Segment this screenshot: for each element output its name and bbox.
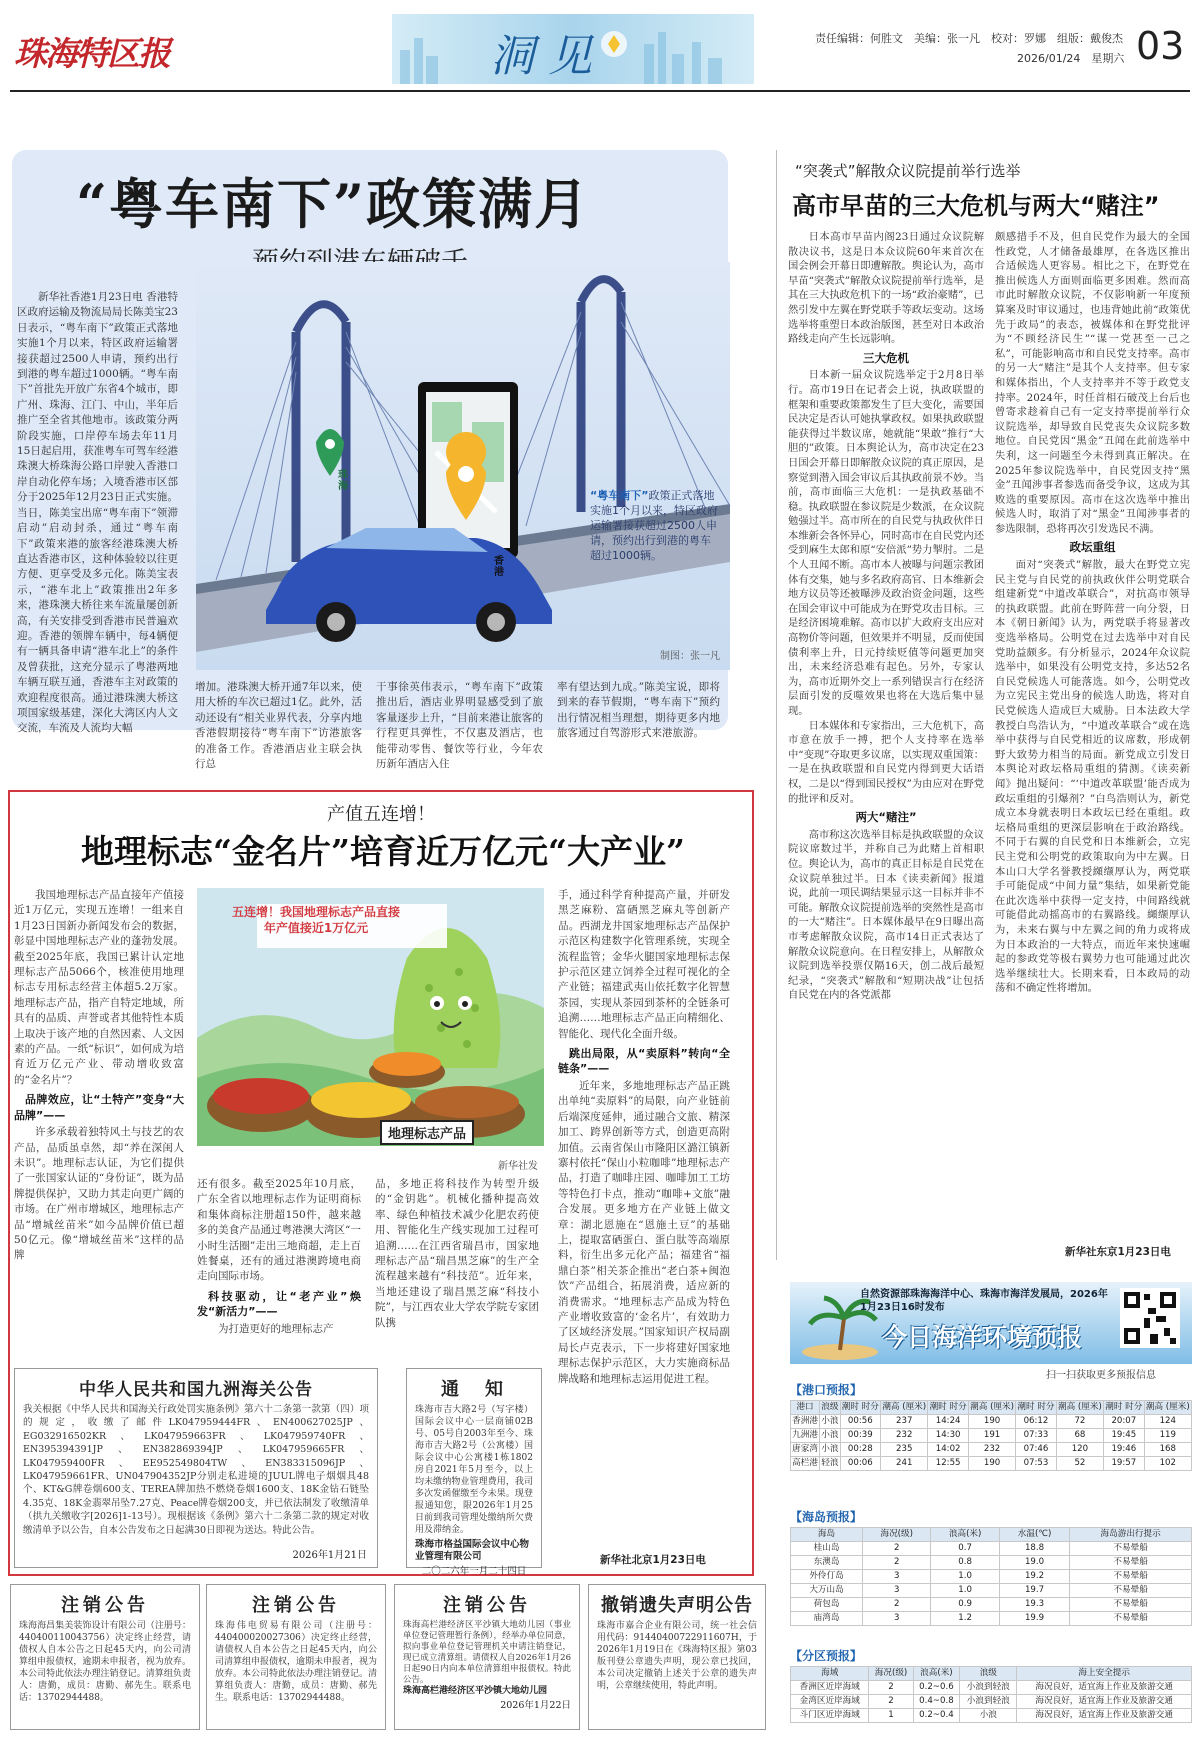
port-column-header: 潮高 (厘米) (881, 1401, 928, 1415)
table-row (791, 1415, 1192, 1429)
table-cell: 荷包岛 (791, 1598, 863, 1612)
ad-notice-1-body: 珠海海昌集美装饰设计有限公司（注册号：440400110043756）决定终止经营，请债权人自本公告之日起45天内，向公司清算组申报债权，逾期未申报者，视为放弃。本公司特此依法办理注销登记。清算组负责人：唐勤，成员：唐勤、郝先生。联系电话：13702944488。 (19, 1621, 191, 1703)
ad-notice-3-org: 珠海高栏港经济区平沙镇大地幼儿园 (403, 1686, 548, 1696)
table-cell: 20:07 (1104, 1415, 1145, 1429)
port-column-header: 潮高 (厘米) (1056, 1401, 1103, 1415)
story3-heading-3: 政坛重组 (1069, 540, 1116, 555)
table-row (791, 1612, 1192, 1626)
table-cell: 3 (863, 1584, 931, 1598)
table-cell: 东澳岛 (791, 1556, 863, 1570)
table-cell: 小浪 (820, 1415, 840, 1429)
table-cell: 庙湾岛 (791, 1612, 863, 1626)
table-cell: 19.2 (999, 1570, 1069, 1584)
table-cell: 海况良好，适宜海上作业及旅游交通 (1017, 1695, 1192, 1709)
story3-kicker: “突袭式”解散众议院提前举行选举 (795, 162, 1021, 180)
table-cell: 2 (863, 1556, 931, 1570)
ad-notice-4 (588, 1584, 766, 1730)
table-cell: 06:12 (1016, 1415, 1057, 1429)
table-cell: 72 (1056, 1415, 1103, 1429)
customs-notice-date: 2026年1月21日 (292, 1550, 367, 1561)
story2-text-1b: 许多承载着独特风土与技艺的农产品，品质虽卓然，却“养在深闺人未识”。地理标志认证，为它们提供了一张国家认证的“身份证”，既为品牌提供保护，又助力其走向更广阔的市场。在广州市增城区，地理标志产品“增城丝苗米”如今品牌价值已超50亿元。像“增城丝苗米”这样的品牌 (14, 1126, 184, 1262)
ad-notice-2-body: 珠海伟电贸易有限公司（注册号：440400020027306）决定终止经营，请债权人自本公告之日起45天内，向公司清算组申报债权，逾期未申报者，视为放弃。本公司特此依法办理注销登记。清算组负责人：唐勤，成员：唐勤、郝先生。联系电话：13702944488。 (215, 1621, 378, 1703)
ad-notice-2 (206, 1584, 386, 1730)
ocean-banner-source: 自然资源部珠海海洋中心、珠海市海洋发展局，2026年1月23日16时发布 (860, 1289, 1108, 1313)
port-column-header: 港口 (791, 1401, 820, 1415)
table-cell: 68 (1056, 1429, 1103, 1443)
port-column-header: 潮时 时分 (1016, 1401, 1057, 1415)
table-cell: 0.7 (931, 1542, 999, 1556)
port-column-header: 潮时 时分 (928, 1401, 969, 1415)
story2-text-2: 还有很多。截至2025年10月底，广东全省以地理标志作为证明商标和集体商标注册超150件，越来越多的美食产品通过粤港澳大湾区“一小时生活圈”走出三地商超，走上百姓餐桌，还有的通过港澳跨境电商走向国际市场。 (197, 1178, 361, 1283)
story3-text-1d: 高市称这次选举目标是执政联盟的众议院议席数过半，并称自己为此赌上首相职位。舆论认为，高市的真正目标是自民党在众议院单独过半。日本《读卖新闻》报道说，此前一项民调结果显示这一目标并非不可能。解散众议院提前选举的突然性是高市的一大“赌注”。日本媒体最早在9日曝出高市考虑解散众议院，高市14日正式表达了解散众议院意向。在日程安排上，从解散众议院到选举投票仅隔16天，创二战后最短纪录，“突袭式”解散和“短期决战”让包括自民党在内的各党派都 (788, 828, 984, 1002)
property-notice-title: 通 知 (441, 1379, 507, 1400)
story2-text-4: 手，通过科学育种提高产量，并研发黑芝麻粉、富硒黑芝麻丸等创新产品。西湖龙井国家地理标志产品保护示范区构建数字化管理系统，实现全流程监管；金华火腿国家地理标志保护示范区建立饲养全过程可视化的全产业链；福建武夷山依托数字化智慧茶园，实现从茶园到茶杯的全链条可追溯……地理标志产品正向精细化、智能化、现代化全面升级。 (558, 889, 730, 1040)
port-column-header: 浪级 (820, 1401, 840, 1415)
table-cell: 0.2~0.6 (913, 1681, 960, 1695)
table-cell: 19:57 (1104, 1457, 1145, 1471)
bridge-illustration (196, 262, 730, 670)
story2-column-4 (558, 888, 730, 1552)
table-cell: 124 (1144, 1415, 1191, 1429)
story3-text-1c: 日本媒体和专家指出，三大危机下，高市意在放手一搏，把个人支持率在选举中“变现”夺取更多议席，以实现双重国策：一是在执政联盟和自民党内得到更大话语权，二是以“得到国民授权”为由应对在野党的批评和反对。 (788, 719, 984, 805)
table-cell: 金湾区近岸海域 (791, 1695, 869, 1709)
map-label-hongkong: 香港 (494, 556, 504, 578)
table-cell: 07:46 (1016, 1443, 1057, 1457)
table-row (791, 1598, 1192, 1612)
table-cell: 241 (881, 1457, 928, 1471)
table-cell: 外伶仃岛 (791, 1570, 863, 1584)
story3-text-1: 日本高市早苗内阁23日通过众议院解散决议书，这是日本众议院60年来首次在国会例会开幕日即遭解散。舆论认为，高市早苗“突袭式”解散众议院提前举行选举，是其在三大执政危机下的一场“政治豪赌”，已然引发中左翼在野党联手等政坛变动。这场选举将重塑日本政治版图，甚至对日本政治路线走向产生长远影响。 (788, 231, 984, 346)
table-cell: 3 (863, 1570, 931, 1584)
table-cell: 19:46 (1104, 1443, 1145, 1457)
story3-heading-2: 两大“赌注” (855, 810, 917, 825)
island-forecast-label: 【海岛预报】 (790, 1510, 863, 1524)
ocean-forecast-panel (790, 1282, 1192, 1734)
port-column-header: 潮时 时分 (840, 1401, 881, 1415)
page-number: 03 (1136, 24, 1185, 68)
table-cell: 2 (869, 1695, 913, 1709)
table-cell: 52 (1056, 1457, 1103, 1471)
property-notice-body: 珠海市吉大路2号（写字楼）国际会议中心一层商铺02B号、05号自2003年至今、珠海市吉大路2号（公寓楼）国际会议中心公寓楼1栋1802房自2021年5月至今，以上均未缴纳物业管理费用，我司多次发函催缴至今未果。现登报通知您，限2026年1月25日前到我司管理处缴纳所欠费用及滞纳金。 (415, 1405, 533, 1535)
ocean-banner (790, 1282, 1192, 1364)
story1-text-3: 干事徐英伟表示，“粤车南下”政策推出后，酒店业界明显感受到了旅客量逐步上升，“目前来港让旅客的行程更具弹性，不仅惠及酒店，也能带动零售、餐饮等行业，今年农历新年酒店入住 (376, 681, 543, 771)
table-cell: 119 (1144, 1429, 1191, 1443)
zone-forecast-table (790, 1666, 1192, 1723)
qr-caption: 扫一扫获取更多预报信息 (1046, 1370, 1156, 1381)
table-row (791, 1457, 1192, 1471)
port-column-header: 潮高 (厘米) (968, 1401, 1015, 1415)
table-cell: 九洲港 (791, 1429, 820, 1443)
ad-notice-3-title: 注销公告 (443, 1595, 531, 1616)
port-column-header: 潮高 (厘米) (1144, 1401, 1191, 1415)
story1-text-1: 新华社香港1月23日电 香港特区政府运输及物流局局长陈美宝23日表示，“粤车南下”政策正式落地实施1个月以来，特区政府运输署接获超过2500人申请，预约出行到港的粤车超过1000辆。“粤车南下”首批先开放广东省4个城市，即广州、珠海、江门、中山，半年后推广至全省其他地市。该政策分两阶段实施，口岸停车场去年11月15日起启用，获准粤车可驾车经港珠澳大桥珠海公路口岸驶入香港口岸自动化停车场；入境香港市区部分于2025年12月23日正式实施。当日，陈美宝出席“粤车南下”领滞启动”启动封杀，通过“粤车南下”政策来港的旅客经港珠澳大桥直达香港市区，这种体验较以往更方便、更享受及多元化。陈美宝表示，“港车北上”政策推出2年多来，港珠澳大桥往来车流量屡创新高，有关安排受到香港市民普遍欢迎。香港的领牌车辆中，每4辆便有一辆具备申请“港车北上”的条件及曾获批，这充分显示了粤港两地车辆互联互通，香港车主对政策的欢迎程度很高。通过港珠澳大桥这项国家级基建，深化大湾区内人文交流，车流及人流均大幅 (17, 291, 178, 735)
table-cell: 19.3 (999, 1598, 1069, 1612)
table-cell: 19.9 (999, 1612, 1069, 1626)
island-table-header-row (791, 1528, 1192, 1542)
table-row (791, 1681, 1192, 1695)
table-cell: 香洲区近岸海域 (791, 1681, 869, 1695)
zone-column-header: 海域 (791, 1667, 869, 1681)
table-cell: 2 (863, 1542, 931, 1556)
table-cell: 0.4~0.8 (913, 1695, 960, 1709)
map-label-zhuhai: 珠海 (338, 470, 348, 492)
table-cell: 2 (869, 1681, 913, 1695)
property-notice (406, 1368, 542, 1577)
island-column-header: 浪高(米) (931, 1528, 999, 1542)
island-column-header: 海况(级) (863, 1528, 931, 1542)
story1-title: “粤车南下”政策满月 (76, 172, 591, 236)
table-cell: 不易晕船 (1070, 1598, 1192, 1612)
table-cell: 小浪到轻浪 (960, 1695, 1017, 1709)
image-speech-bubble: 五连增！我国地理标志产品直接年产值接近1万亿元 (232, 905, 401, 935)
story1-text-4: 率有望达到九成。”陈美宝说，即将到来的春节假期，“粤车南下”预约出行情况相当理想，期待更多内地旅客通过自驾游形式来港旅游。 (557, 681, 720, 740)
table-cell: 高栏港 (791, 1457, 820, 1471)
table-cell: 小浪 (960, 1709, 1017, 1723)
section-banner (392, 14, 754, 84)
zone-column-header: 海况(级) (869, 1667, 913, 1681)
table-cell: 小浪 (820, 1429, 840, 1443)
table-cell: 小浪 (820, 1443, 840, 1457)
issue-date: 2026/01/24 星期六 (1017, 52, 1125, 65)
island-forecast-section (790, 1505, 1192, 1626)
story2-text-1: 我国地理标志产品直接年产值接近1万亿元，实现五连增！一组来自1月23日国新办新闻发布会的数据，彰显中国地理标志产业的蓬勃发展。截至2025年底，我国已累计认定地理标志产品5066个，核准使用地理标志专用标志经营主体超5.2万家。地理标志产品，指产自特定地域，所具有的品质、声誉或者其他特性本质上取决于该产地的自然因素、人文因素的产品。一纸“标识”，如何成为培育近万亿元产业、带动增收致富的“金名片”？ (14, 889, 184, 1086)
story2-dateline: 新华社北京1月23日电 (600, 1554, 706, 1566)
ad-notice-1-title: 注销公告 (61, 1595, 149, 1616)
zone-column-header: 海上安全提示 (1017, 1667, 1192, 1681)
table-cell: 19:45 (1104, 1429, 1145, 1443)
zone-table-header-row (791, 1667, 1192, 1681)
table-cell: 102 (1144, 1457, 1191, 1471)
table-cell: 不易晕船 (1070, 1542, 1192, 1556)
editor-credits: 责任编辑：何胜文 美编：张一凡 校对：罗娜 组版：戴俊杰 (815, 32, 1123, 45)
newspaper-logo: 珠海特区报 (14, 34, 169, 73)
graphic-credit: 制图：张一凡 (660, 651, 720, 662)
table-cell: 168 (1144, 1443, 1191, 1457)
story2-heading-1: 品牌效应，让“土特产”变身“大品牌”—— (14, 1093, 184, 1122)
zone-forecast-section (790, 1644, 1192, 1723)
table-cell: 00:06 (840, 1457, 881, 1471)
table-row (791, 1429, 1192, 1443)
table-cell: 19.0 (999, 1556, 1069, 1570)
zone-column-header: 浪高(米) (913, 1667, 960, 1681)
table-cell: 00:39 (840, 1429, 881, 1443)
callout-text: 政策正式落地实施1个月以来，特区政府运输署接获超过2500人申请，预约出行到港的粤车超过1000辆。 (590, 489, 718, 562)
table-cell: 1 (869, 1709, 913, 1723)
table-cell: 237 (881, 1415, 928, 1429)
story2-text-3: 品，多地正将科技作为转型升级的“金钥匙”。机械化播种提高效率、绿色种植技术减少化肥农药使用、智能化生产线实现加工过程可追溯……在江西省瑞昌市，国家地理标志产品“瑞昌黑芝麻”的生产全流程越来越有“科技范”。近年来，当地还建设了瑞昌黑芝麻“科技小院”，与江西农业大学农学院专家团队携 (375, 1178, 539, 1329)
zone-column-header: 浪级 (960, 1667, 1017, 1681)
story1-column-1 (17, 290, 178, 735)
zone-forecast-label: 【分区预报】 (790, 1649, 863, 1663)
story3-title: 高市早苗的三大危机与两大“赌注” (792, 192, 1160, 220)
table-cell: 14:30 (928, 1429, 969, 1443)
table-cell: 不易晕船 (1070, 1584, 1192, 1598)
table-cell: 00:28 (840, 1443, 881, 1457)
info-callout (590, 488, 720, 563)
table-cell: 18.8 (999, 1542, 1069, 1556)
table-row (791, 1709, 1192, 1723)
customs-notice-body: 我关根据《中华人民共和国海关行政处罚实施条例》第六十二条第一款第（四）项的规定，收缴了邮件LK047959444FR、EN400627025JP、EG032916502KR、LK047959663FR、LK047959740FR、EN395394391JP、EN382869394JP、LK047959665FR、LK047959400FR、EE952549804TW、EN383315096JP、LK047959661FR、UN047904352JP分别走私进境的JUUL牌电子烟烟具48个、KT&G牌卷烟600支、TEREA牌加热不燃烧卷烟1600支、18K金钻石链坠4.35克、18K金翡翠吊坠7.27克、Peace牌卷烟200支，并已依法制发了收缴清单（拱九关缴收字[2026]1-13号）。现根据该《条例》第六十二条第二款的规定对收缴清单予以公告，自本公告发布之日起满30日即视为送达。特此公告。 (23, 1404, 369, 1536)
story3-text-2b: 面对“突袭式”解散，最大在野党立宪民主党与自民党的前执政伙伴公明党联合组建新党“中道改革联合”，对抗高市领导的执政联盟。此前在野阵营一向分裂，日本《朝日新闻》认为，两党联手将显著改变选举格局。公明党在过去选举中对自民党助益颇多。有分析显示，2024年众议院选举中，如果没有公明党支持，多达52名自民党候选人可能落选。如今，公明党改为立宪民主党出身的候选人助选，将对自民党候选人造成巨大威胁。日本法政大学教授白鸟浩认为，“中道改革联合”或在选举中获得与自民党相近的议席数，形成朝野大致势力相当的局面。新党成立引发日本舆论对政坛格局重组的猜测。《读卖新闻》抛出疑问：“‘中道改革联盟’能否成为政坛重组的引爆剂？”白鸟浩则认为，新党成立本身就表明日本政坛已经在重组。政坛格局重组的更深层影响在于政治路线。不同于右翼的自民党和日本维新会，立宪民主党和公明党的政策取向为中左翼。日本山口大学名誉教授纐缬厚认为，两党联手可能促成“中间力量”集结，如果新党能在此次选举中获得一定支持，中间路线就可能借此动摇高市的右翼路线。纐缬厚认为，未来右翼与中左翼之间的角力或将成为日本政治的一大特点，而近年来快速崛起的参政党等极右翼势力也可能通过此次选举继续壮大。长期来看，日本政局的动荡和不确定性将增加。 (995, 559, 1190, 995)
table-cell: 0.2~0.4 (913, 1709, 960, 1723)
table-row (791, 1584, 1192, 1598)
table-row (791, 1570, 1192, 1584)
table-cell: 232 (968, 1443, 1015, 1457)
table-cell: 不易晕船 (1070, 1556, 1192, 1570)
property-notice-date: 二〇二六年一月二十四日 (421, 1566, 527, 1577)
customs-notice-title: 中华人民共和国九洲海关公告 (79, 1380, 313, 1400)
island-column-header: 海岛游出行提示 (1070, 1528, 1192, 1542)
table-cell: 不易晕船 (1070, 1612, 1192, 1626)
ad-notice-3-body: 珠海高栏港经济区平沙镇大地幼儿园（事业单位登记管理暂行条例），经举办单位同意，拟向事业单位登记管理机关申请注销登记，现已成立清算组。请债权人自2026年1月26日起90日内向本单位清算组申报债权。特此公告。 (403, 1620, 571, 1685)
callout-head: “粤车南下” (590, 489, 649, 502)
story1-column-4 (557, 680, 720, 740)
table-cell: 12:55 (928, 1457, 969, 1471)
table-cell: 14:02 (928, 1443, 969, 1457)
table-cell: 桂山岛 (791, 1542, 863, 1556)
table-cell: 191 (968, 1429, 1015, 1443)
table-cell: 19.7 (999, 1584, 1069, 1598)
story2-heading-3: 跳出局限，从“卖原料”转向“全链条”—— (558, 1047, 730, 1076)
table-cell: 190 (968, 1415, 1015, 1429)
story2-text-2b: 为打造更好的地理标志产 (218, 1322, 334, 1335)
table-row (791, 1542, 1192, 1556)
masthead-rule (10, 90, 1190, 92)
customs-notice (14, 1368, 378, 1568)
port-forecast-table (790, 1400, 1192, 1471)
ad-notice-2-title: 注销公告 (252, 1595, 340, 1616)
table-cell: 轻浪 (820, 1457, 840, 1471)
table-row (791, 1443, 1192, 1457)
ad-notice-4-title: 撤销遗失声明公告 (601, 1595, 753, 1616)
story1-column-3 (376, 680, 543, 771)
qr-code-icon (1120, 1288, 1180, 1348)
story1-text-2: 增加。港珠澳大桥开通7年以来，使用大桥的车次已超过1亿。此外，活动还设有“相关业界代表，分享内地香港假期接待“粤车南下”访港旅客的准备工作。香港酒店业主联会执行总 (195, 681, 362, 771)
story2-kicker: 产值五连增！ (327, 804, 435, 825)
right-column-rule (776, 150, 777, 1260)
table-cell: 小浪到轻浪 (960, 1681, 1017, 1695)
story3-column-2 (995, 230, 1190, 1244)
island-forecast-table (790, 1527, 1192, 1626)
image-sign-label: 地理标志产品 (380, 1120, 474, 1145)
ad-notice-3-date: 2026年1月22日 (500, 1700, 571, 1711)
table-cell: 1.0 (931, 1584, 999, 1598)
table-cell: 232 (881, 1429, 928, 1443)
table-cell: 14:24 (928, 1415, 969, 1429)
story3-column-1 (788, 230, 984, 1256)
table-cell: 0.9 (931, 1598, 999, 1612)
story3-text-2: 颇感措手不及，但自民党作为最大的全国性政党，人才储备最雄厚，在各选区推出合适候选人更容易。相比之下，在野党在推出候选人方面则面临更多困难。然而高市此时解散众议院，不仅影响新一年度预算案及时审议通过，也违背她此前“政策优先于政局”的表态，被媒体和在野党批评为“不顾经济民生”“谋一党甚至一己之私”，可能影响高市和自民党支持率。高市的另一大“赌注”是其个人支持率。但专家和媒体指出，个人支持率并不等于政党支持率。2024年，时任首相石破茂上台后也曾寄求趁着自己有一定支持率提前举行众议院选举，却导致自民党丧失众议院多数地位。自民党因“黑金”丑闻在此前选举中失利，这一问题至今未得到真正解决。在2025年参议院选举中，自民党因支持“黑金”丑闻涉事者参选而备受争议，这成为其败选的重要原因。高市在这次选举中推出候选人时，取消了对“黑金”丑闻涉事者的参选限制，恐将再次引发选民不满。 (995, 231, 1190, 535)
table-cell: 07:33 (1016, 1429, 1057, 1443)
table-row (791, 1695, 1192, 1709)
port-table-header-row (791, 1401, 1192, 1415)
story3-text-1b: 日本新一届众议院选举定于2月8日举行。高市19日在记者会上说，执政联盟的框架和重要政策都发生了巨大变化，需要国民决定是否认可她执掌政权。如果执政联盟能获得过半数议席，她就能“果敢”推行“大胆的”政策。日本舆论认为，高市决定在23日国会开幕日即解散众议院的真正原因，是察觉到潜入国会审议后其执政前景不妙。当前，高市面临三大危机：一是执政基础不稳。执政联盟在参议院是少数派，在众议院勉强过半。高市所在的自民党与执政伙伴日本维新会各怀异心，同时高市在自民党内还受到麻生太郎和原“安倍派”势力掣肘。二是个人丑闻不断。高市本人被曝与问题宗教团体有交集，她与多名政府高官、日本维新会地方议员等还被曝涉及政治资金问题，这些在国会审议中可能成为在野党攻击目标。三是经济困境难解。高市以扩大政府支出应对高物价等问题，但效果并不明显，反而使国债利率上升，日元持续贬值等问题更加突出，未来经济恐难有起色。另外，专家认为，高市近期外交上一系列错误言行在经济层面引发的反噬效果也将在大选后集中显现。 (788, 369, 984, 717)
table-cell: 235 (881, 1443, 928, 1457)
ad-notice-3 (394, 1584, 580, 1730)
port-forecast-label: 【港口预报】 (790, 1383, 863, 1397)
image-credit: 新华社发 (498, 1161, 538, 1172)
island-column-header: 水温(℃) (999, 1528, 1069, 1542)
story2-column-3 (375, 1177, 539, 1348)
story2-column-2 (197, 1177, 361, 1348)
story1-column-2 (195, 680, 362, 771)
table-cell: 07:53 (1016, 1457, 1057, 1471)
story2-column-1 (14, 888, 184, 1348)
table-cell: 大万山岛 (791, 1584, 863, 1598)
table-cell: 不易晕船 (1070, 1570, 1192, 1584)
story2-text-4b: 近年来，多地地理标志产品正跳出单纯“卖原料”的局限，向产业链前后端深度延伸，通过融合文旅、精深加工、跨界创新等方式，创造更高附加值。云南省保山市隆阳区潞江镇新寨村依托“保山小粒咖啡”地理标志产品，打造了咖啡庄园、咖啡加工工坊等特色打卡点，推动“咖啡+文旅”融合发展。更多地方在产业链上做文章：湖北恩施在“恩施土豆”的基础上，提取富硒蛋白、蛋白肽等高端原料，衍生出多元化产品；福建省“福鼎白茶”相关茶企推出“老白茶+闽泡饮”产品组合，拓展消费，适应新的消费需求。“地理标志产品成为特色产业增收致富的‘金名片’，有效助力了区域经济发展。”国家知识产权局副局长卢克表示，下一步将建好国家地理标志保护示范区，大力实施商标品牌战略和地理标志运用促进工程。 (558, 1079, 730, 1385)
table-cell: 0.8 (931, 1556, 999, 1570)
ad-notice-1 (10, 1584, 200, 1730)
ocean-banner-title: 今日海洋环境预报 (882, 1323, 1083, 1352)
table-cell: 2 (863, 1598, 931, 1612)
story2-heading-2: 科技驱动，让“老产业”焕发“新活力”—— (197, 1289, 361, 1319)
table-cell: 00:56 (840, 1415, 881, 1429)
table-cell: 1.2 (931, 1612, 999, 1626)
table-cell: 120 (1056, 1443, 1103, 1457)
table-cell: 3 (863, 1612, 931, 1626)
story2-title: 地理标志“金名片”培育近万亿元“大产业” (81, 832, 685, 871)
table-cell: 唐家湾 (791, 1443, 820, 1457)
property-notice-org: 珠海市格益国际会议中心物业管理有限公司 (415, 1539, 530, 1562)
island-column-header: 海岛 (791, 1528, 863, 1542)
ad-notice-4-body: 珠海市嘉合企业有限公司，统一社会信用代码：91440400722911607H，于2026年1月19日在《珠海特区报》第03版刊登公章遗失声明，现公章已找回，本公司决定撤销上述关于公章的遗失声明，公章继续使用，特此声明。 (597, 1621, 757, 1691)
table-cell: 190 (968, 1457, 1015, 1471)
table-cell: 斗门区近岸海域 (791, 1709, 869, 1723)
story3-heading-1: 三大危机 (863, 350, 909, 365)
table-cell: 1.0 (931, 1570, 999, 1584)
table-cell: 海况良好，适宜海上作业及旅游交通 (1017, 1681, 1192, 1695)
port-column-header: 潮时 时分 (1104, 1401, 1145, 1415)
table-cell: 海况良好，适宜海上作业及旅游交通 (1017, 1709, 1192, 1723)
masthead (0, 0, 1200, 92)
story3-dateline: 新华社东京1月23日电 (1065, 1246, 1171, 1258)
table-cell: 香洲港 (791, 1415, 820, 1429)
table-row (791, 1556, 1192, 1570)
section-title: 洞见 (490, 31, 606, 82)
port-forecast-section (790, 1378, 1192, 1471)
